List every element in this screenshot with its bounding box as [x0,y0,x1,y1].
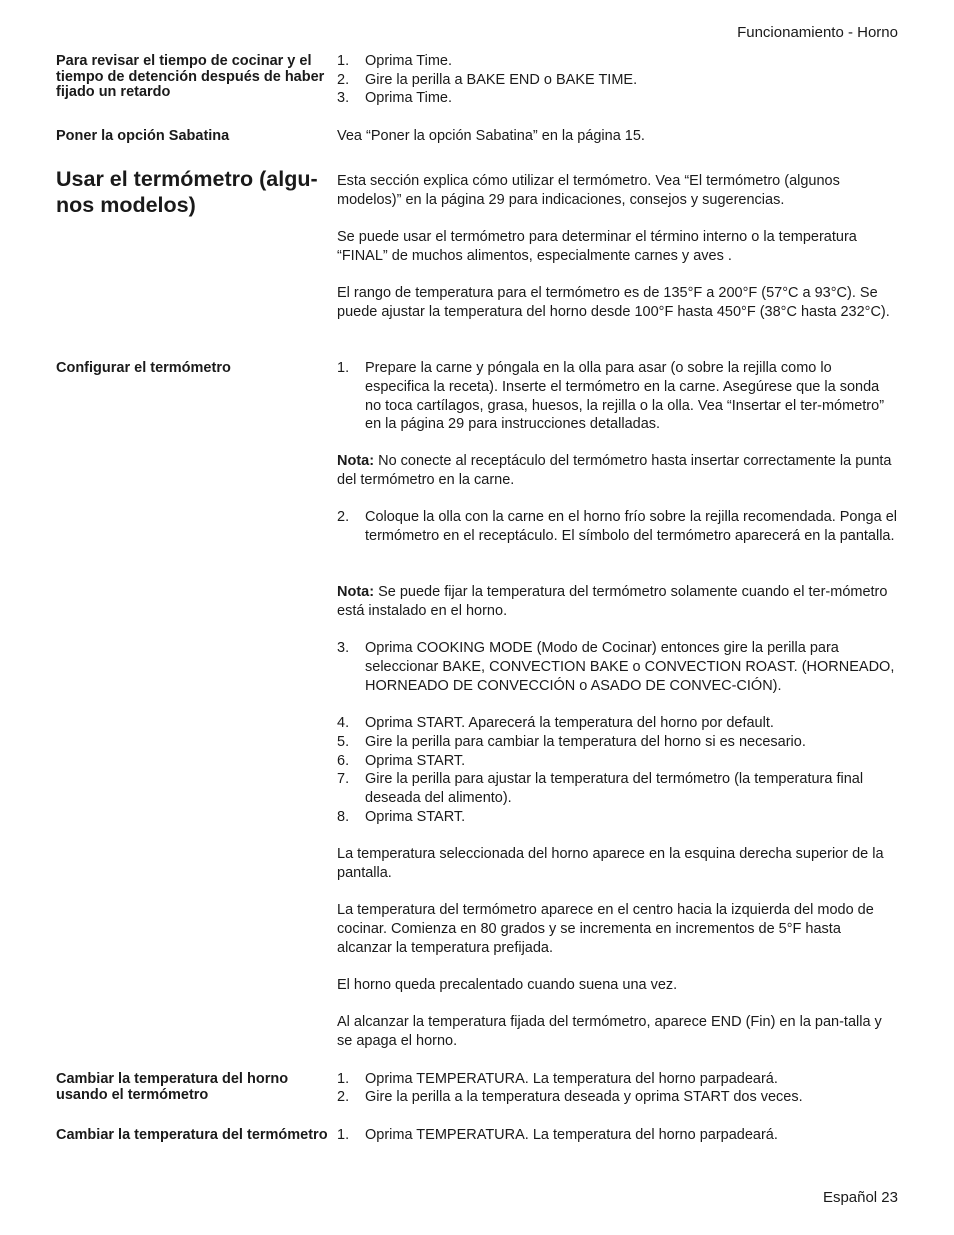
list-text: Gire la perilla para ajustar la temperatura del termómetro (la temperatura final deseada del alimento). [365,771,864,806]
list-text: Oprima TEMPERATURA. La temperatura del horno parpadeará. [365,1071,778,1087]
heading-change-thermometer-temp: Cambiar la temperatura del termómetro [56,1127,328,1143]
list-number: 2. [337,509,350,525]
list-item [337,752,899,771]
list-text: Gire la perilla a la temperatura deseada y oprima START dos veces. [365,1089,803,1105]
heading-check-cook-time: Para revisar el tiempo de cocinar y el tiempo de detención después de haber fijado un retardo [56,53,325,100]
note [337,583,899,621]
running-header: Funcionamiento - Horno [737,24,898,41]
list-number: 8. [337,809,350,825]
paragraph: La temperatura del termómetro aparece en el centro hacia la izquierda del modo de cocinar. Comienza en 80 grados y se incrementa en incrementos de 5°F hasta alcanzar la temperatura prefijada. [337,902,874,956]
note-label: Nota: [337,453,375,469]
list-text: Coloque la olla con la carne en el horno frío sobre la rejilla recomendada. Ponga el termómetro en el receptáculo. El símbolo del termómetro aparecerá en la pantalla. [365,509,897,544]
note-label: Nota: [337,584,375,600]
list-item [337,71,899,90]
list-number: 6. [337,753,350,769]
list-number: 2. [337,72,350,88]
list-text: Oprima START. Aparecerá la temperatura del horno por default. [365,715,774,731]
list-number: 1. [337,1071,350,1087]
list-number: 1. [337,1127,350,1143]
list-item [337,808,899,827]
paragraph: El horno queda precalentado cuando suena una vez. [337,977,678,993]
list-item [337,714,899,733]
list-item [337,89,899,108]
list-number: 1. [337,360,350,376]
list-number: 4. [337,715,350,731]
list-text: Oprima START. [365,809,466,825]
list-text: Oprima TEMPERATURA. La temperatura del horno parpadeará. [365,1127,778,1143]
paragraph: Esta sección explica cómo utilizar el termómetro. Vea “El termómetro (algunos modelos)” en la página 29 para indicaciones, consejos y sugerencias. [337,173,840,208]
list-item [337,359,899,434]
list-number: 2. [337,1089,350,1105]
list-text: Oprima Time. [365,90,453,106]
heading-change-oven-temp: Cambiar la temperatura del horno usando el termómetro [56,1071,289,1103]
list-item [337,508,899,546]
list-item [337,770,899,808]
paragraph: Al alcanzar la temperatura fijada del termómetro, aparece END (Fin) en la pan-talla y se apaga el horno. [337,1014,882,1049]
note-text: Se puede fijar la temperatura del termómetro solamente cuando el ter-mómetro está instalado en el horno. [337,584,888,619]
list-number: 5. [337,734,350,750]
list-text: Gire la perilla a BAKE END o BAKE TIME. [365,72,638,88]
paragraph: Se puede usar el termómetro para determinar el término interno o la temperatura “FINAL” de muchos alimentos, especialmente carnes y aves . [337,229,857,264]
list-item [337,1070,899,1089]
heading-sabbath: Poner la opción Sabatina [56,128,230,144]
page-footer: Español 23 [822,1189,898,1206]
list-item [337,1126,899,1145]
list-number: 1. [337,53,350,69]
section-title-thermometer: Usar el termómetro (algu-nos modelos) [56,167,318,217]
list-item [337,1088,899,1107]
list-text: Prepare la carne y póngala en la olla para asar (o sobre la rejilla como lo especifica la receta). Inserte el termómetro en la carne. Asegúrese que la sonda no toca cartílagos, grasa, huesos, la rejilla o la olla. Vea “Insertar el ter-mómetro” en la página 29 para instrucciones detalladas. [365,360,885,433]
list-text: Oprima START. [365,753,466,769]
list-item [337,639,899,695]
list-text: Oprima COOKING MODE (Modo de Cocinar) entonces gire la perilla para seleccionar BAKE, CONVECTION BAKE o CONVECTION ROAST. (HORNEADO, HORNEADO DE CONVECCIÓN o ASADO DE CONVEC-CIÓN). [365,640,895,694]
list-text: Oprima Time. [365,53,453,69]
note-text: No conecte al receptáculo del termómetro hasta insertar correctamente la punta del termómetro en la carne. [337,453,892,488]
list-item [337,733,899,752]
paragraph: La temperatura seleccionada del horno aparece en la esquina derecha superior de la pantalla. [337,846,884,881]
list-number: 3. [337,640,350,656]
list-number: 7. [337,771,350,787]
list-number: 3. [337,90,350,106]
note [337,452,899,490]
paragraph: El rango de temperatura para el termómetro es de 135°F a 200°F (57°C a 93°C). Se puede ajustar la temperatura del horno desde 100°F hasta 450°F (38°C hasta 232°C). [337,285,890,320]
list-item [337,52,899,71]
paragraph: Vea “Poner la opción Sabatina” en la página 15. [337,128,645,144]
heading-configure-thermometer: Configurar el termómetro [56,360,231,376]
list-text: Gire la perilla para cambiar la temperatura del horno si es necesario. [365,734,806,750]
